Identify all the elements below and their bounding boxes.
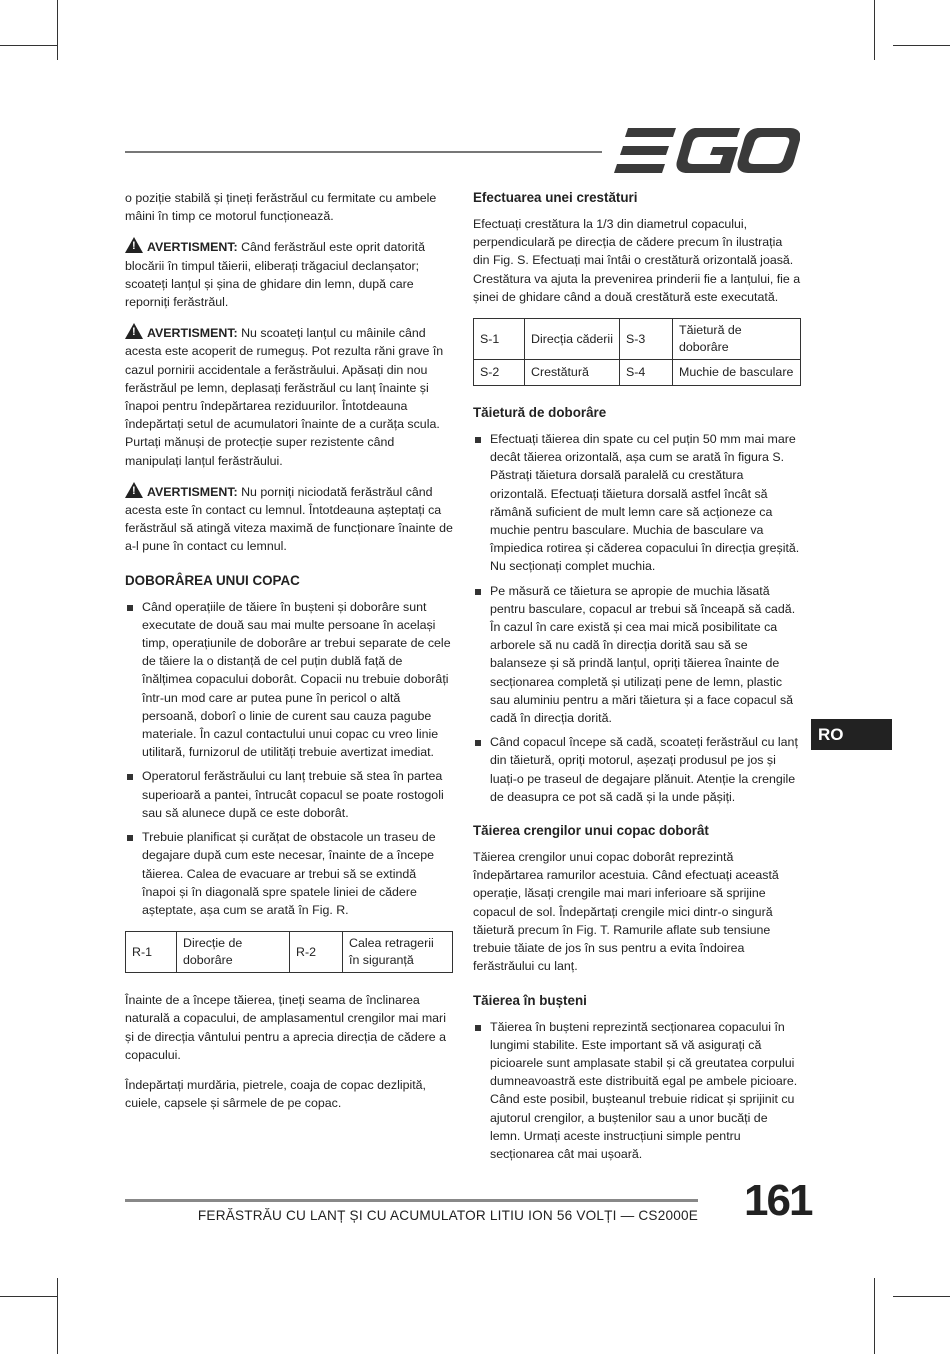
warning-label: AVERTISMENT: [147, 484, 238, 499]
section-heading: DOBORÂREA UNUI COPAC [125, 572, 300, 588]
table-cell: Crestătură [525, 360, 620, 386]
crop-mark [893, 45, 950, 46]
table-cell: R-1 [126, 932, 177, 973]
table-cell: S-2 [474, 360, 525, 386]
warning-label: AVERTISMENT: [147, 326, 238, 341]
list-item: Efectuați tăierea din spate cu cel puțin 50 mm mai mare decât tăierea orizontală, așa cum se arată în figura S. Păstrați tăietura dorsală paralelă cu crestătura orizontală. Efectuați tăietura dorsală astfel încât să rămână suficient de mult lemn care să acționeze ca muchie pentru basculare. Muchia de basculare va împiedica rotirea și căderea copacului în direcția greșită. Nu secționați complet muchia. [473, 430, 801, 576]
crop-mark [57, 0, 58, 60]
table-cell: S-4 [620, 360, 673, 386]
subsection-heading: Tăietură de doborâre [473, 405, 607, 421]
subsection-heading: Tăierea în bușteni [473, 992, 587, 1008]
warning-label: AVERTISMENT: [147, 240, 238, 255]
warning-paragraph [125, 482, 453, 556]
table-cell: Direcție de doborâre [177, 932, 290, 973]
crop-mark [874, 0, 875, 60]
warning-paragraph [125, 323, 453, 470]
body-paragraph: Efectuați crestătura la 1/3 din diametrul copacului, perpendiculară pe direcția de cădere precum în ilustrația din Fig. S. Efectuați mai întâi o crestătură orizontală joasă. Crestătura va ajuta la prevenirea prinderii fie a lanțului, fie a șinei de ghidare când a două crestătură este executată. [473, 217, 801, 304]
language-tab: RO [811, 719, 892, 750]
list-item: Când copacul începe să cadă, scoateți ferăstrăul cu lanț din tăietură, opriți motorul, așezați produsul pe jos și luați-o pe traseul de degajare plănuit. Atenție la crengile de deasupra ce pot să cadă și la unde pășiți. [473, 733, 801, 806]
legend-table-s [473, 318, 801, 386]
table-cell: S-1 [474, 319, 525, 360]
body-paragraph: Tăierea crengilor unui copac doborât reprezintă îndepărtarea ramurilor acestuia. Când efectuați această operație, lăsați crengile mai mari inferioare să sprijine copacul de sol. Îndepărtați crengile mici dintr-o singură tăietură precum în Fig. T. Ramurile aflate sub tensiune trebuie tăiate de jos în sus pentru a evita îndoirea ferăstrăului cu lanț. [473, 850, 779, 974]
table-cell: Calea retragerii în siguranță [343, 932, 453, 973]
warning-paragraph [125, 237, 453, 311]
bucking-bullet-list [473, 1018, 801, 1164]
crop-mark [0, 45, 57, 46]
table-row [474, 360, 801, 386]
crop-mark [893, 1296, 950, 1297]
crop-mark [57, 1278, 58, 1354]
intro-paragraph: o poziție stabilă și țineți ferăstrăul cu fermitate cu ambele mâini în timp ce motorul funcționează. [125, 191, 437, 224]
left-column [125, 189, 453, 1124]
body-paragraph: Îndepărtați murdăria, pietrele, coaja de copac dezlipită, cuiele, capsele și sârmele de pe copac. [125, 1077, 426, 1111]
list-item: Operatorul ferăstrăului cu lanț trebuie să stea în partea superioară a pantei, întrucât copacul se poate rostogoli sau să alunece după ce este doborât. [125, 767, 453, 822]
warning-icon [125, 482, 143, 498]
table-cell: Tăietură de doborâre [673, 319, 801, 360]
table-cell: R-2 [290, 932, 343, 973]
subsection-heading: Tăierea crengilor unui copac doborât [473, 823, 709, 839]
right-column [473, 189, 801, 1173]
subsection-heading: Efectuarea unei crestături [473, 190, 638, 205]
felling-cut-bullet-list [473, 430, 801, 806]
table-cell: Direcția căderii [525, 319, 620, 360]
table-cell: S-3 [620, 319, 673, 360]
crop-mark [0, 1296, 57, 1297]
footer-title: FERĂSTRĂU CU LANȚ ȘI CU ACUMULATOR LITIU ION 56 VOLȚI — CS2000E [197, 1208, 698, 1223]
list-item: Trebuie planificat și curățat de obstacole un traseu de degajare după cum este necesar, înainte de a începe tăierea. Calea de evacuare ar trebui să se extindă înapoi și în diagonală spre spatele liniei de cădere așteptate, așa cum se arată în Fig. R. [125, 828, 453, 919]
warning-icon [125, 323, 143, 339]
footer-rule [125, 1199, 698, 1202]
list-item: Pe măsură ce tăietura se apropie de muchia lăsată pentru basculare, copacul ar trebui să înceapă să cadă. În cazul în care există și cea mai mică posibilitate ca arborele să nu cadă în direcția dorită sau să se balanseze și să prindă lanțul, opriți tăierea înainte de secționarea completă și utilizați pene de lemn, plastic sau aluminiu pentru a mări tăietura și a face copacul să cadă în direcția dorită. [473, 582, 801, 728]
table-row [474, 319, 801, 360]
table-row [126, 932, 453, 973]
warning-text: Când ferăstrăul este oprit datorită blocării în timpul tăierii, eliberați trăgaciul declanșator; scoateți lanțul și șina de ghidare din lemn, după care reporniți ferăstrăul. [125, 240, 425, 310]
body-paragraph: Înainte de a începe tăierea, țineți seama de înclinarea naturală a copacului, de amplasamentul crengilor mai mari și de direcția vântului pentru a aprecia direcția de cădere a copacului. [125, 993, 446, 1062]
legend-table-r [125, 931, 453, 973]
warning-icon [125, 237, 143, 253]
list-item: Tăierea în bușteni reprezintă secționarea copacului în lungimi stabilite. Este important să vă asigurați că picioarele sunt amplasate stabil și că greutatea corpului dumneavoastră este distribuită egal pe ambele picioare. Când este posibil, bușteanul trebuie ridicat și sprijinit cu ajutorul crengilor, a buștenilor sau a unor bucăți de lemn. Urmați aceste instrucțiuni simple pentru secționarea cât mai ușoară. [473, 1018, 801, 1164]
ego-logo [614, 128, 800, 174]
list-item: Când operațiile de tăiere în bușteni și doborâre sunt executate de două sau mai multe persoane în același timp, operațiunile de doborâre ar trebui separate de cele de tăiere la o distanță de cel puțin dublă față de înălțimea copacului doborât. Copacii nu trebuie doborâți într-un mod care ar putea pune în pericol o altă persoană, doborî o linie de curent sau cauza pagube materiale. În cazul contactului unui copac cu vreo linie utilitară, furnizorul de utilități trebuie avertizat imediat. [125, 598, 453, 762]
page-number: 161 [744, 1176, 812, 1225]
table-cell: Muchie de basculare [673, 360, 801, 386]
warning-text: Nu scoateți lanțul cu mâinile când acesta este acoperit de rumeguș. Pot rezulta răni grave în cazul pornirii accidentale a ferăstrăului. Apăsați din nou ferăstrăul pe lemn, deplasați ferăstrăul cu lanț înainte și înapoi pentru îndepărtarea reziduurilor. Întotdeauna îndepărtați setul de acumulatori înainte de a curăța scula. Purtați mănuși de protecție super rezistente când manipulați lanțul ferăstrăului. [125, 326, 444, 468]
warning-text: Nu porniți niciodată ferăstrăul când acesta este în contact cu lemnul. Întotdeauna așteptați ca ferăstrăul să atingă viteza maximă de funcționare înainte de a-l pune în contact cu lemnul. [125, 484, 453, 554]
felling-bullet-list [125, 598, 453, 919]
crop-mark [874, 1278, 875, 1354]
header-rule [125, 151, 602, 153]
